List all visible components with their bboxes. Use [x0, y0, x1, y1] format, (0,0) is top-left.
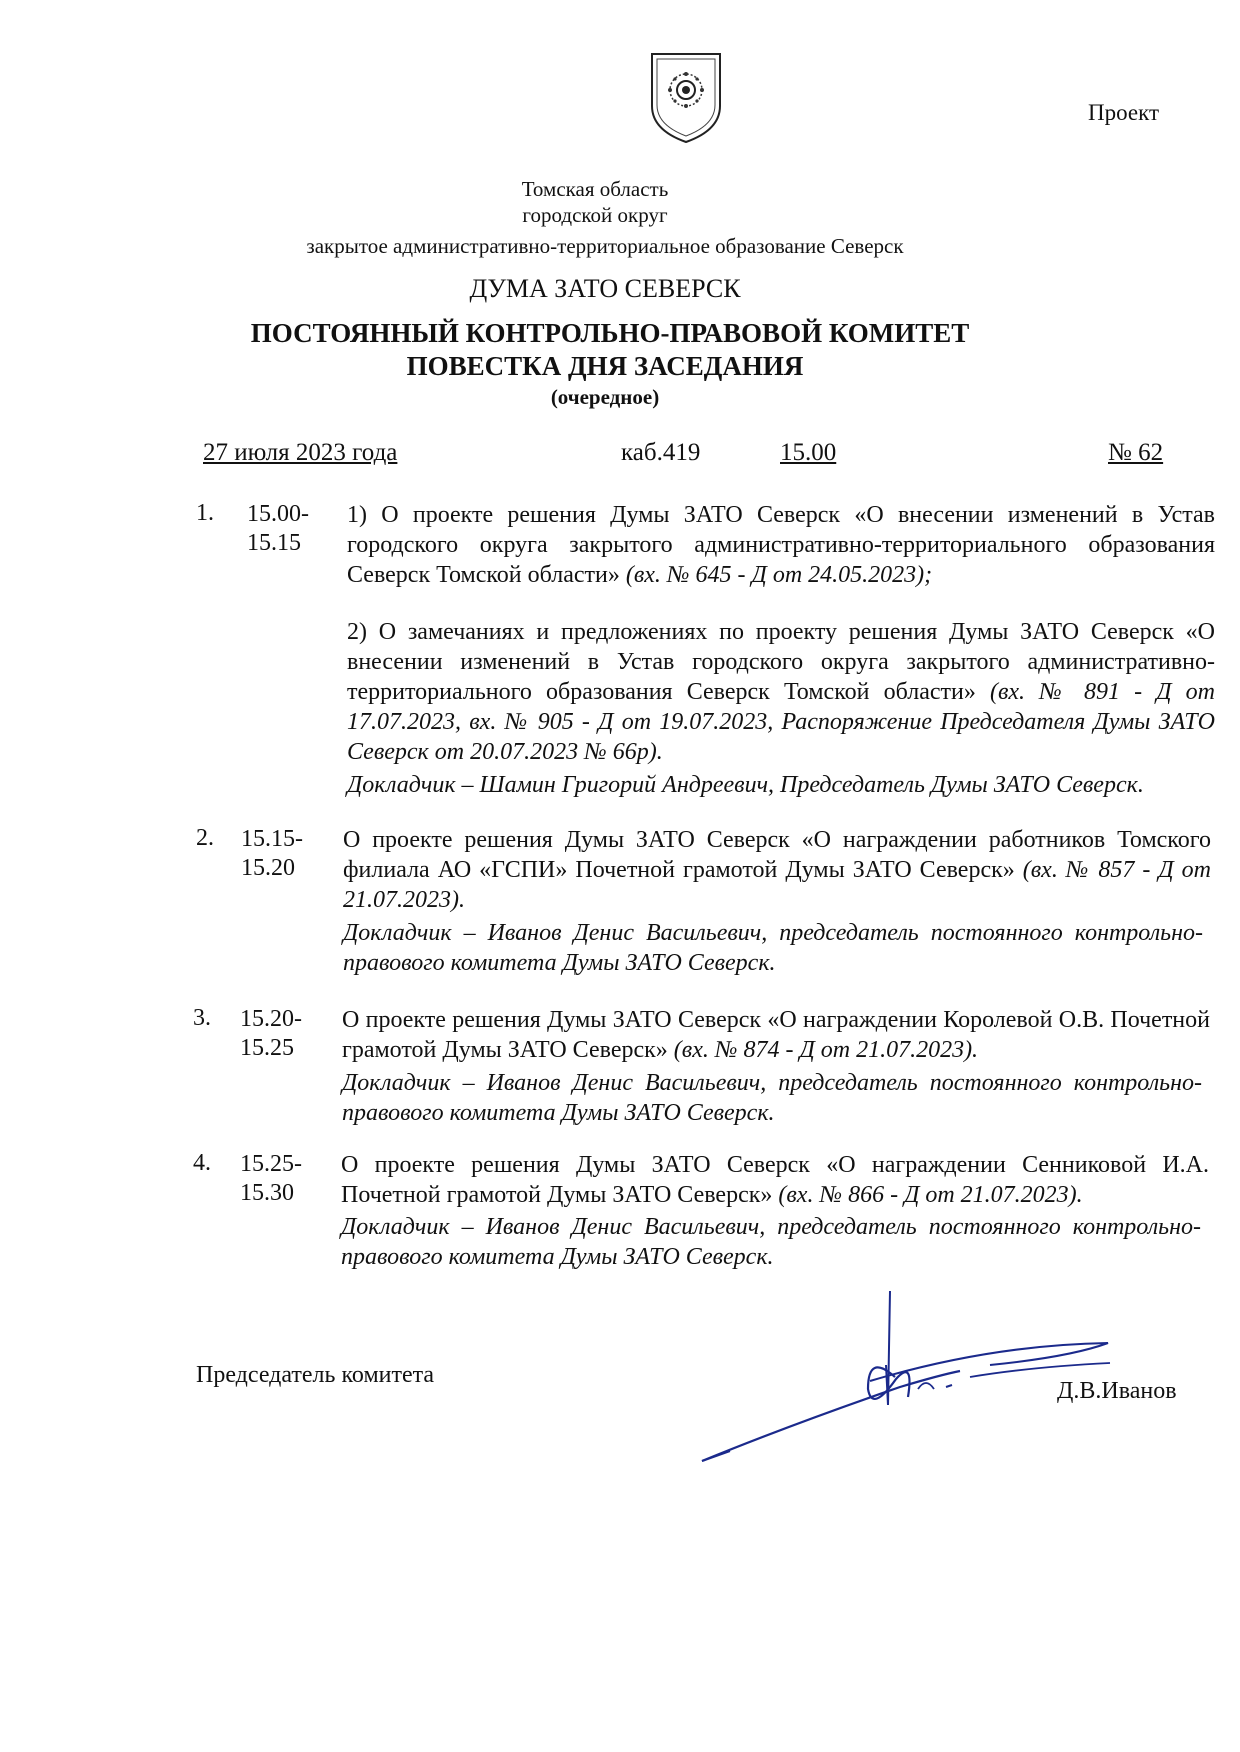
draft-status-label: Проект — [1088, 100, 1160, 125]
item-time — [247, 500, 327, 558]
agenda-item-text — [341, 1150, 1209, 1210]
committee-title: ПОСТОЯННЫЙ КОНТРОЛЬНО-ПРАВОВОЙ КОМИТЕТ — [250, 318, 970, 348]
item-text: 2) О замечаниях и предложениях по проекту решения Думы ЗАТО Северск «О внесении изменений в Устав городского округа закрытого административно-территориального образования Северск Томской области» — [347, 619, 1215, 705]
item-number: 3. — [193, 1005, 211, 1031]
agenda-item-text — [342, 1005, 1210, 1065]
duma-title: ДУМА ЗАТО СЕВЕРСК — [469, 274, 741, 303]
meeting-date: 27 июля 2023 года — [203, 439, 398, 466]
item-number: 2. — [196, 825, 214, 851]
meeting-type: (очередное) — [550, 385, 660, 409]
item-time-from: 15.00- — [247, 501, 309, 527]
item-reporter: Докладчик – Иванов Денис Васильевич, председатель постоянного контрольно-правового комитета Думы ЗАТО Северск. — [342, 1070, 1202, 1126]
zato-name: закрытое административно-территориальное образование Северск — [306, 234, 904, 258]
agenda-title: ПОВЕСТКА ДНЯ ЗАСЕДАНИЯ — [406, 351, 804, 381]
item-text: О проекте решения Думы ЗАТО Северск «О награждении Королевой О.В. Почетной грамотой Думы ЗАТО Северск» — [342, 1007, 1210, 1063]
item-reference: (вх. № 874 - Д от 21.07.2023). — [673, 1037, 979, 1063]
agenda-item-text — [347, 617, 1215, 767]
item-text: 1) О проекте решения Думы ЗАТО Северск «О внесении изменений в Устав городского округа закрытого административно-территориального образования Северск Томской области» — [347, 502, 1215, 588]
region-name: Томская область — [521, 177, 669, 201]
meeting-room: каб.419 — [621, 439, 701, 466]
item-time-to: 15.15 — [247, 530, 301, 556]
agenda-item-text — [347, 500, 1215, 590]
agenda-item-text — [343, 825, 1211, 915]
item-time-to: 15.30 — [240, 1180, 294, 1206]
item-text: О проекте решения Думы ЗАТО Северск «О награждении работников Томского филиала АО «ГСПИ» Почетной грамотой Думы ЗАТО Северск» — [343, 827, 1211, 883]
item-number: 1. — [196, 500, 214, 526]
district-name: городской округ — [522, 203, 668, 227]
item-reference: (вх. № 866 - Д от 21.07.2023). — [778, 1182, 1083, 1208]
item-time-to: 15.20 — [241, 855, 295, 881]
coat-of-arms-emblem-icon — [648, 50, 724, 146]
item-reference: (вх. № 891 - Д от 17.07.2023, вх. № 905 - Д от 19.07.2023, Распоряжение Председателя Думы ЗАТО Северск от 20.07.2023 № 66р). — [347, 679, 1215, 765]
signatory-title: Председатель комитета — [196, 1362, 435, 1388]
item-time — [240, 1005, 320, 1063]
item-reporter: Докладчик – Иванов Денис Васильевич, председатель постоянного контрольно-правового комитета Думы ЗАТО Северск. — [341, 1214, 1201, 1270]
item-text: О проекте решения Думы ЗАТО Северск «О награждении Сенниковой И.А. Почетной грамотой Думы ЗАТО Северск» — [341, 1152, 1209, 1208]
item-time-from: 15.15- — [241, 826, 303, 852]
meeting-time: 15.00 — [780, 439, 837, 466]
item-time — [241, 825, 321, 883]
item-time-from: 15.20- — [240, 1006, 302, 1032]
meeting-number: № 62 — [1108, 439, 1164, 466]
item-number: 4. — [193, 1150, 211, 1176]
signatory-name: Д.В.Иванов — [1057, 1378, 1177, 1404]
item-reporter: Докладчик – Шамин Григорий Андреевич, Председатель Думы ЗАТО Северск. — [347, 772, 1144, 798]
item-reference: (вх. № 857 - Д от 21.07.2023). — [343, 857, 1211, 913]
item-reporter: Докладчик – Иванов Денис Васильевич, председатель постоянного контрольно-правового комитета Думы ЗАТО Северск. — [343, 920, 1203, 976]
item-time — [240, 1150, 320, 1208]
item-time-from: 15.25- — [240, 1151, 302, 1177]
item-reference: (вх. № 645 - Д от 24.05.2023); — [625, 562, 933, 588]
item-time-to: 15.25 — [240, 1035, 294, 1061]
